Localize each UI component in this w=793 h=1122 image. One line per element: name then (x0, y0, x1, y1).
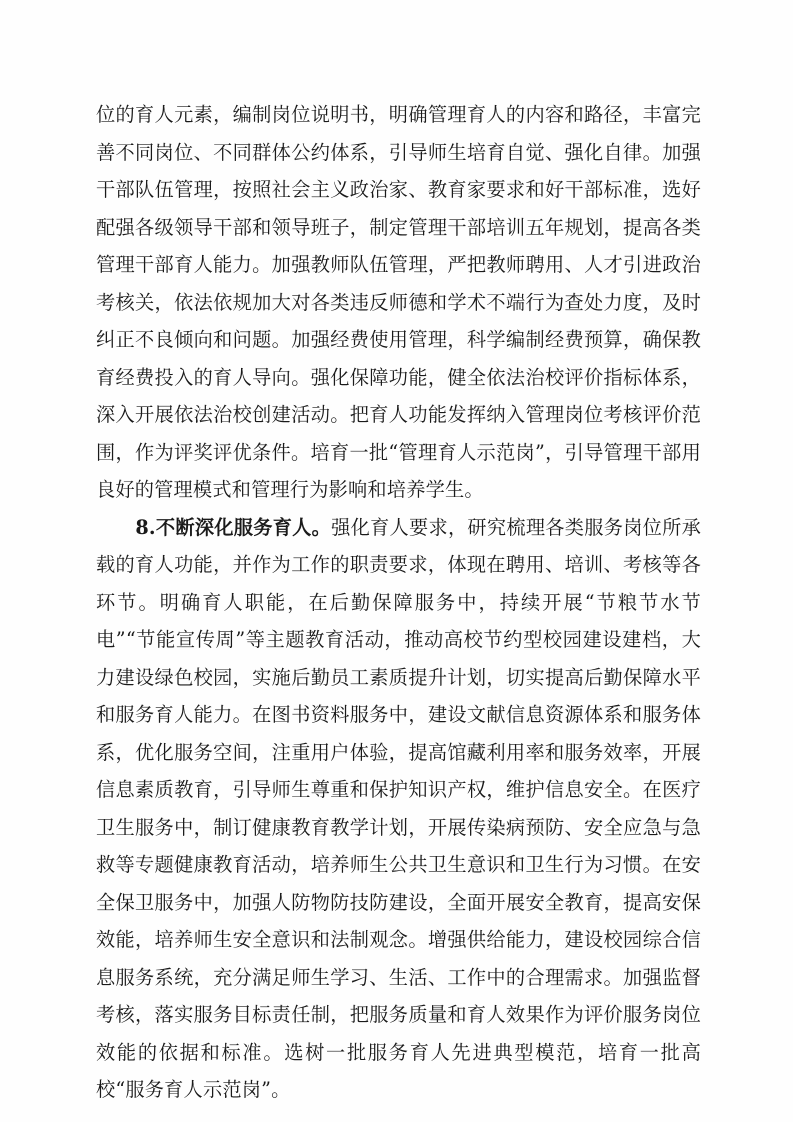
paragraph-continued (96, 96, 701, 509)
document-body (96, 96, 701, 1109)
paragraph-text: 位的育人元素，编制岗位说明书，明确管理育人的内容和路径，丰富完善不同岗位、不同群体公约体系，引导师生培育自觉、强化自律。加强干部队伍管理，按照社会主义政治家、教育家要求和好干部标准，选好配强各级领导干部和领导班子，制定管理干部培训五年规划，提高各类管理干部育人能力。加强教师队伍管理，严把教师聘用、人才引进政治考核关，依法依规加大对各类违反师德和学术不端行为查处力度，及时纠正不良倾向和问题。加强经费使用管理，科学编制经费预算，确保教育经费投入的育人导向。强化保障功能，健全依法治校评价指标体系，深入开展依法治校创建活动。把育人功能发挥纳入管理岗位考核评价范围，作为评奖评优条件。培育一批“管理育人示范岗”，引导管理干部用良好的管理模式和管理行为影响和培养学生。 (96, 103, 701, 501)
paragraph-item-8 (96, 509, 701, 1109)
paragraph-text: 强化育人要求，研究梳理各类服务岗位所承载的育人功能，并作为工作的职责要求，体现在聘用、培训、考核等各环节。明确育人职能，在后勤保障服务中，持续开展“节粮节水节电”“节能宣传周”等主题教育活动，推动高校节约型校园建设建档，大力建设绿色校园，实施后勤员工素质提升计划，切实提高后勤保障水平和服务育人能力。在图书资料服务中，建设文献信息资源体系和服务体系，优化服务空间，注重用户体验，提高馆藏利用率和服务效率，开展信息素质教育，引导师生尊重和保护知识产权，维护信息安全。在医疗卫生服务中，制订健康教育教学计划，开展传染病预防、安全应急与急救等专题健康教育活动，培养师生公共卫生意识和卫生行为习惯。在安全保卫服务中，加强人防物防技防建设，全面开展安全教育，提高安保效能，培养师生安全意识和法制观念。增强供给能力，建设校园综合信息服务系统，充分满足师生学习、生活、工作中的合理需求。加强监督考核，落实服务目标责任制，把服务质量和育人效果作为评价服务岗位效能的依据和标准。选树一批服务育人先进典型模范，培育一批高校“服务育人示范岗”。 (96, 515, 701, 1101)
paragraph-heading-lead: 8.不断深化服务育人。 (135, 515, 332, 539)
